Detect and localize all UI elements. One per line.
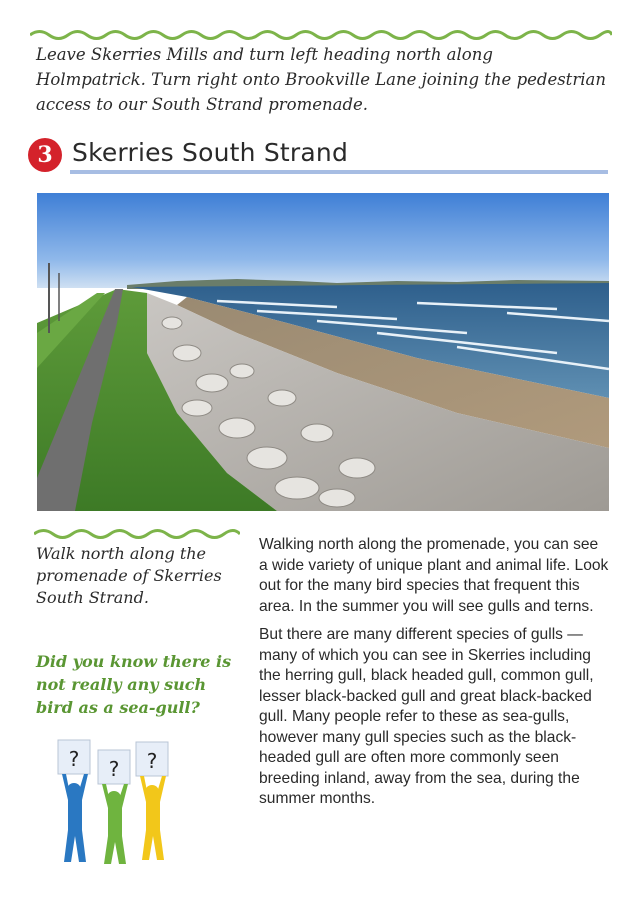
body-paragraph-2: But there are many different species of gulls — many of which you can see in Skerries including the herring gull, black headed gull, common gull, lesser black-backed gull and great black-backed gull. Many people refer to these as sea-gulls, however many gull species such as the black-headed gull are often more commonly seen breeding inland, away from the sea, during the summer months. [259,626,594,807]
body-paragraph-1: Walking north along the promenade, you can see a wide variety of unique plant and animal life. Look out for the many bird species that frequent this area. In the summer you will see gulls and terns. [259,536,609,615]
sign-2-text: ? [108,757,120,781]
beach-photo [37,193,609,511]
section-title: Skerries South Strand [72,138,349,167]
blue-figure [62,774,88,862]
yellow-figure [140,776,166,860]
photo-caption: Walk north along the promenade of Skerries South Strand. [36,544,222,607]
question-sign-2 [98,750,130,784]
question-sign-1 [58,740,90,774]
title-underline [70,170,608,174]
did-you-know-question: Did you know there is not really any such bird as a sea-gull? [36,652,232,717]
sign-1-text: ? [68,747,80,771]
green-figure [102,784,128,864]
caption-wave-divider [34,527,240,541]
sign-3-text: ? [146,749,158,773]
intro-directions: Leave Skerries Mills and turn left heading north along Holmpatrick. Turn right onto Brookville Lane joining the pedestrian access to our South Strand promenade. [36,45,606,114]
question-sign-3 [136,742,168,776]
people-question-signs-illustration [48,738,178,866]
body-text [259,535,609,818]
top-wave-divider [30,28,612,42]
step-number-badge: 3 [28,138,62,172]
